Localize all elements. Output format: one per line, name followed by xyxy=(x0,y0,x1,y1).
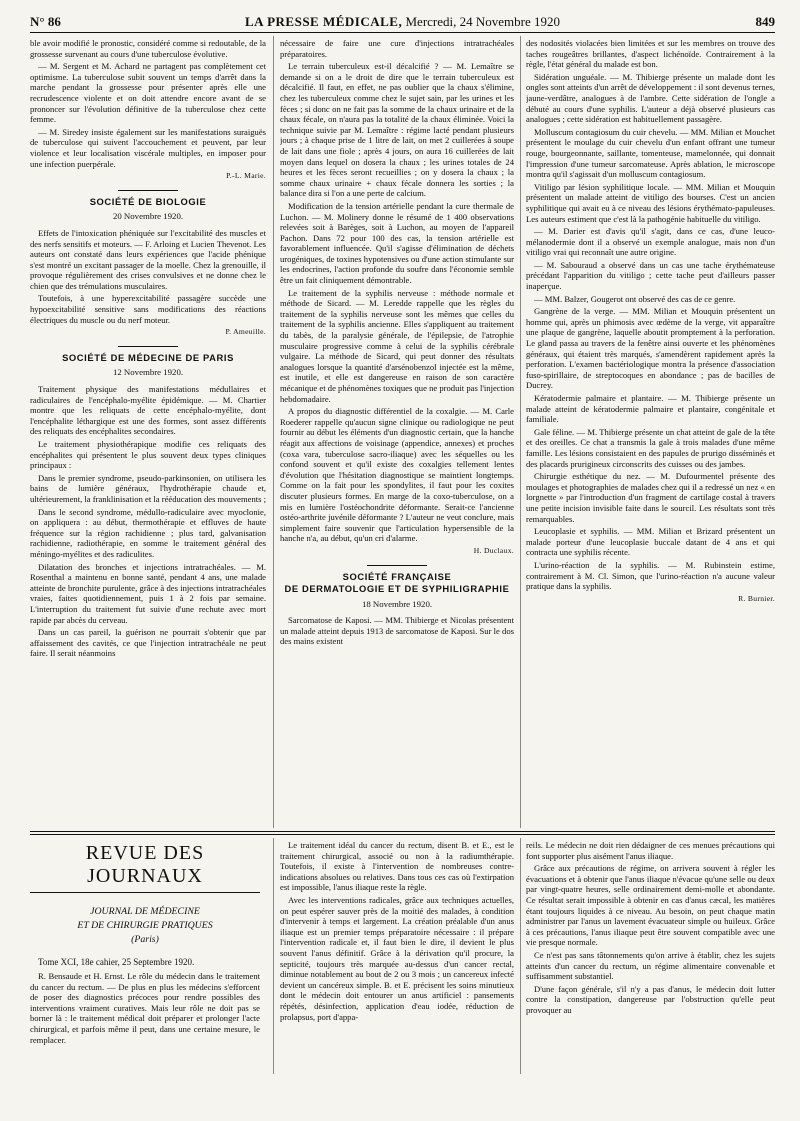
paragraph: — M. Siredey insiste également sur les manifestations suraiguës de tuberculose qui suivent l'accouchement et peuvent, par leur violence et leur localisation viscérale multiples, en imposer pour une infection puerpérale. xyxy=(30,126,266,169)
paragraph: Le traitement de la syphilis nerveuse : méthode normale et méthode de Sicard. — M. Leredde rappelle que les règles du traitement de la syphilis nerveuse sont les mêmes que celles du traitement de la syphilis ancienne. Elles s'appliquent au traitement du tabès, de la paralysie générale, de l'épilepsie, de l'atrophie musculaire progressive comme à celui de la syphilis cérébrale vulgaire. La méthode de Sicard, qui peut donner des résultats analogues lorsque la quantité d'arsénobenzol injectée est la même, est inutile, et elle est dangereuse en raison de son caractère mécanique et de phénomènes toxiques que ne produit pas l'injection hebdomadaire. xyxy=(280,287,514,404)
paragraph: nécessaire de faire une cure d'injections intratrachéales préparatoires. xyxy=(280,38,514,59)
column-2 xyxy=(280,38,514,828)
paragraph: Grâce aux précautions de régime, on arrivera souvent à régler les évacuations et à obtenir que l'anus iliaque n'évacue qu'une selle ou deux par vingt-quatre heures, selle ordinairement demi-molle et abondante. Ce résultat serait impossible à obtenir en cas d'anus cæcal, les matières étant toujours liquides à ce niveau. Au besoin, on peut chaque matin administrer par l'anus un lavement évacuateur simple ou huileux. Grâce à ces précautions, l'anus iliaque peut être souvent compatible avec une vie presque normale. xyxy=(526,863,775,948)
revue-des-journaux xyxy=(30,836,260,1121)
paragraph: L'urino-réaction de la syphilis. — M. Rubinstein estime, contrairement à M. Cl. Simon, que l'urino-réaction n'a aucune valeur pratique dans la syphilis. xyxy=(526,559,775,592)
signature: R. Burnier. xyxy=(738,593,775,603)
tome-line: Tome XCI, 18e cahier, 25 Septembre 1920. xyxy=(38,957,195,967)
section-heading: SOCIÉTÉ DE MÉDECINE DE PARIS xyxy=(62,351,234,363)
paragraph: reils. Le médecin ne doit rien dédaigner de ces menues précautions qui font supporter plus aisément l'anus iliaque. xyxy=(526,840,775,861)
paragraph: Le traitement physiothérapique modifie ces reliquats des encéphalites qui présentent le plus souvent deux types cliniques principaux : xyxy=(30,439,266,471)
column-rule xyxy=(520,36,521,828)
paragraph: D'une façon générale, s'il n'y a pas d'anus, le médecin doit lutter contre la constipation, dangereuse par l'obstruction qu'elle peut provoquer au xyxy=(526,983,775,1015)
signature: H. Duclaux. xyxy=(473,545,514,555)
paragraph: Sarcomatose de Kaposi. — MM. Thibierge et Nicolas présentent un malade atteint depuis 1913 de sarcomatose de Kaposi. Sur le dos des mains existent xyxy=(280,615,514,647)
bottom-column-2 xyxy=(280,840,514,1076)
paragraph: Toutefois, à une hyperexcitabilité passagère succède une hypoexcitabilité sensitive sans modifications des réactions électriques du muscle ou du nerf moteur. xyxy=(30,293,266,325)
page-header xyxy=(30,10,775,33)
journal-name: LA PRESSE MÉDICALE, xyxy=(245,14,403,29)
issue-number: N° 86 xyxy=(30,14,61,29)
paragraph: Avec les interventions radicales, grâce aux techniques actuelles, on peut espérer sauver près de la moitié des malades, à condition d'intervenir à temps et largement. La création préalable d'un anus iliaque est un premier temps préparatoire nécessaire : il prépare l'intervention radicale et, il faut bien le dire, il devient le plus souvent l'anus définitif. Grâce à la dérivation qu'il procure, la septicité, toujours très marquée au-dessus d'un cancer rectal, diminue notablement au bout de 2 ou 3 mois ; un cancereux infecté devient un cancéreux simple. B. et E. précisent les soins minutieux dont le médecin doit entourer un anus artificiel : pansements répétés, désinfection, application d'eau iodée, réduction de prolapsus, port d'appa- xyxy=(280,894,514,1022)
section-rule xyxy=(30,834,775,835)
section-date: 20 Novembre 1920. xyxy=(112,211,184,222)
separator xyxy=(367,565,427,566)
journal-line: ET DE CHIRURGIE PRATIQUES xyxy=(77,920,213,931)
paragraph: Effets de l'intoxication phéniquée sur l'excitabilité des muscles et des nerfs sensitifs et moteurs. — F. Arloing et Lucien Thevenot. Les auteurs ont constaté dans leurs expériences que l'acide phénique s'est montré un excitant passager de la moelle. Chez la grenouille, il provoque régulièrement des crises convulsives et ne donne chez le chien que des trémulations musculaires. xyxy=(30,227,266,291)
column-3 xyxy=(526,38,775,828)
paragraph: Vitiligo par lésion syphilitique locale. — MM. Milian et Mouquin présentent un malade atteint de vitiligo des bourses. C'est un ancien syphilitique qui avait eu à ce niveau des lésions érythémato-papuleuses. Les auteurs estiment que c'est là la pathogénie habituelle du vitiligo. xyxy=(526,181,775,224)
paragraph: Dilatation des bronches et injections intratrachéales. — M. Rosenthal a maintenu en bonne santé, pendant 4 ans, une malade atteinte de bronchite purulente, grâce à des injections intratrachéales vraies, faites quotidiennement, puis 1 à 2 fois par semaine. L'interruption du traitement fut suivie d'une rechute avec mort rapide par abcès du cerveau. xyxy=(30,561,266,625)
section-rule xyxy=(30,831,775,832)
paragraph: Sidération unguéale. — M. Thibierge présente un malade dont les ongles sont atteints d'un arrêt de développement : il sont devenus ternes, jaune-verdâtre, analogues à de l'ambre. Cette sidération de l'ongle a débuté au cours d'une syphilis. L'auteur a déjà observé plusieurs cas analogues ; cette sidération est habituellement passagère. xyxy=(526,71,775,125)
revue-title: REVUE DES JOURNAUX xyxy=(30,836,260,893)
paragraph: Traitement physique des manifestations médullaires et radiculaires de l'encéphalo-myélite épidémique. — M. Chartier montre que les reliquats de cette encéphalo-myélite, dont l'encéphalite léthargique est une des formes, sont assez différents des reliquats des encéphalites secondaires. xyxy=(30,384,266,437)
paragraph: Gangrène de la verge. — MM. Milian et Mouquin présentent un homme qui, après un phimosis avec œdème de la verge, vit apparaître une plaque de gangrène, laquelle aboutit promptement à la perforation. Le gland passa au travers de la fenêtre ainsi ouverte et les phénomènes généraux, qui étaient très marqués, s'amendèrent rapidement après la perforation. L'examen bactériologique montra la présence d'association fuso-spirillaire, de streptocoques en abondance ; pas de bacilles de Ducrey. xyxy=(526,306,775,391)
paragraph: R. Bensaude et H. Ernst. Le rôle du médecin dans le traitement du cancer du rectum. — De plus en plus les médecins s'efforcent de poser des diagnostics précoces pour rendre possibles des interventions vraiment curatives. Mais leur rôle ne doit pas se borner là : le traitement médical doit préparer et prolonger l'acte chirurgical, et parfois même il peut, dans une certaine mesure, le remplacer. xyxy=(30,971,260,1045)
journal-name-block xyxy=(30,905,260,947)
paragraph: — M. Darier est d'avis qu'il s'agit, dans ce cas, d'une leuco-mélanodermie dont il a observé un exemple analogue, mais non d'un vitiligo vrai qui reconnaît une autre origine. xyxy=(526,226,775,258)
paragraph: Molluscum contagiosum du cuir chevelu. — MM. Milian et Mouchet présentent le moulage du cuir chevelu d'un enfant offrant une tumeur rouge, bourgeonnante, saillante, tomenteuse, mamelonnée, qui donnait l'impression d'une tumeur sarcomateuse. Après ablation, le microscope montra qu'il s'agissait d'un molluscum contagiosum. xyxy=(526,126,775,180)
section-heading: SOCIÉTÉ DE BIOLOGIE xyxy=(89,195,207,207)
paragraph: Gale féline. — M. Thibierge présente un chat atteint de gale de la tête et des oreilles. Ce chat a transmis la gale à trois malades d'une même famille. Les lésions consistaient en des papules de prurigo disséminés et des placards prurigineux circonscrits des cuisses ou des jambes. xyxy=(526,426,775,469)
section-heading: DE DERMATOLOGIE ET DE SYPHILIGRAPHIE xyxy=(284,583,510,595)
section-heading: SOCIÉTÉ FRANÇAISE xyxy=(342,570,452,582)
paragraph: ble avoir modifié le pronostic, considéré comme si redoutable, de la grossesse survenant au cours d'une tuberculose évolutive. xyxy=(30,38,266,59)
paragraph: Le traitement idéal du cancer du rectum, disent B. et E., est le traitement chirurgical, associé ou non à la radiumthérapie. Toutefois, il existe à l'intervention de nombreuses contre-indications absolues ou relatives. Dans tous ces cas où l'extirpation est impossible, l'anus iliaque reste la règle. xyxy=(280,840,514,893)
signature: P.-L. Marie. xyxy=(226,171,266,181)
separator xyxy=(118,190,178,191)
journal-title xyxy=(30,14,775,30)
paragraph: Kératodermie palmaire et plantaire. — M. Thibierge présente un malade atteint de kératodermie palmaire et plantaire, congénitale et familiale. xyxy=(526,393,775,425)
paragraph: — M. Sergent et M. Achard ne partagent pas complètement cet optimisme. La tuberculose subit souvent un temps d'arrêt dans la marche pendant la grossesse pour présenter après elle une recrudescence violente et on doit attendre encore avant de se prononcer sur l'évolution définitive de la tuberculose chez cette femme. xyxy=(30,61,266,125)
paragraph: des nodosités violacées bien limitées et sur les membres on trouve des taches rougeâtres brillantes, d'aspect lichénoïde. Contrairement à la règle, l'état général du malade est bon. xyxy=(526,38,775,70)
paragraph: A propos du diagnostic différentiel de la coxalgie. — M. Carle Roederer rappelle qu'aucun signe clinique ou radiologique ne peut fournir au début les éléments d'un diagnostic certain, que la hanche réagit aux affections de voisinage (appendice, annexes) et proches (coxa vara, tuberculose sacro-iliaque) avec les séquelles ou les confond souvent et qu'il existe des coxalgies tellement lentes d'évolution que l'hésitation diagnostique se maintient longtemps. Comme on la fait pour les spondylites, il faut pour les coxites discuter plusieurs formes. En marge de la coxo-tuberculose, on a mis en lumière l'ostéochondrite déformante. Serait-ce l'ancienne ostéo-arthrite juvénile déformante ? L'auteur ne veut conclure, mais simplement faire souvenir que l'articulation hypersensible de la hanche n'a, au début, qu'un cri d'alarme. xyxy=(280,406,514,544)
column-rule xyxy=(273,838,274,1074)
signature: P. Ameuille. xyxy=(225,327,266,337)
paragraph: Dans le second syndrome, médullo-radiculaire avec myoclonie, on appliquera : au début, thermothérapie et effluves de haute fréquence sur la région rachidienne ; plus tard, galvanisation rachidienne, radiothérapie, en somme le traitement général des méningo-myélites et des radiculites. xyxy=(30,506,266,559)
column-rule xyxy=(520,838,521,1074)
journal-line: (Paris) xyxy=(131,934,159,945)
paragraph: Dans un cas pareil, la guérison ne pourrait s'obtenir que par affaissement des cavités, ce que l'injection intratrachéale ne peut faire. Il serait néanmoins xyxy=(30,627,266,659)
section-date: 18 Novembre 1920. xyxy=(361,598,433,609)
separator xyxy=(118,346,178,347)
bottom-column-3 xyxy=(526,840,775,1076)
paragraph: — M. Sabouraud a observé dans un cas une tache érythémateuse précédant l'apparition du vitiligo ; cette tache peut d'ailleurs passer inaperçue. xyxy=(526,259,775,292)
paragraph: — MM. Balzer, Gougerot ont observé des cas de ce genre. xyxy=(534,293,736,304)
paragraph: Dans le premier syndrome, pseudo-parkinsonien, on utilisera les bains de lumière généraux, l'hydrothérapie chaude et, ultérieurement, la franklinisation et la rééducation des mouvements ; xyxy=(30,472,266,504)
revue-text xyxy=(30,971,260,1121)
section-date: 12 Novembre 1920. xyxy=(112,367,184,378)
paragraph: Le terrain tuberculeux est-il décalcifié ? — M. Lemaître se demande si on a le droit de dire que le terrain tuberculeux est décalcifié. Il faut, en effet, ne pas oublier que la chaux s'élimine, chez les tuberculeux comme chez le sujet sain, par les urines et les fèces ; si donc on ne fait pas la somme de la chaux urinaire et de la chaux fécale, on n'aura pas la totalité de la chaux éliminée. Voici la technique suivie par M. Lemaître : régime lacté pendant plusieurs jours ; à chaque prise de 1 litre de lait, on met 2 cuillerées à soupe de lait dans une fiole ; après 4 jours, on aura 16 cuillerées de lait moyen dans lequel on dosera la chaux ; les urines totales de 24 heures et les fèces seront recueillies ; on y dosera la chaux ; la somme chaux urinaire + chaux fécale donnera les sorties ; la balance dira si l'on a une perte de calcium. xyxy=(280,61,514,199)
column-rule xyxy=(273,36,274,828)
column-1 xyxy=(30,38,266,828)
paragraph: Modification de la tension artérielle pendant la cure thermale de Luchon. — M. Molinery donne le résumé de 1 400 observations relevées soit à Barèges, soit à Luchon, au moyen de l'appareil Pachon. Dans 72 pour 100 des cas, la tension artérielle est favorablement influencée. Qu'il s'agisse d'élimination de déchets urogéniques, de toxines hypotensives ou d'une action stimulante sur les endocrines, l'action profonde du soufre dans l'économie semble être un fait cliniquement démontrable. xyxy=(280,200,514,286)
page-number: 849 xyxy=(755,14,775,29)
paragraph: Leucoplasie et syphilis. — MM. Milian et Brizard présentent un malade porteur d'une leucoplasie buccale datant de 4 ans et qui contracta une syphilis récente. xyxy=(526,526,775,558)
paragraph: Chirurgie esthétique du nez. — M. Dufourmentel présente des moulages et photographies de malades chez qui il a redressé un nez « en lorgnette » par l'introduction d'un fragment de cartilage costal à travers une petite incision invisible faite dans le sourcil. Les résultats sont très remarquables. xyxy=(526,471,775,524)
paragraph: Ce n'est pas sans tâtonnements qu'on arrive à établir, chez les sujets atteints d'un cancer du rectum, un régime alimentaire convenable et suffisamment substantiel. xyxy=(526,949,775,982)
issue-date: Mercredi, 24 Novembre 1920 xyxy=(405,14,560,29)
journal-line: JOURNAL DE MÉDECINE xyxy=(90,906,200,917)
